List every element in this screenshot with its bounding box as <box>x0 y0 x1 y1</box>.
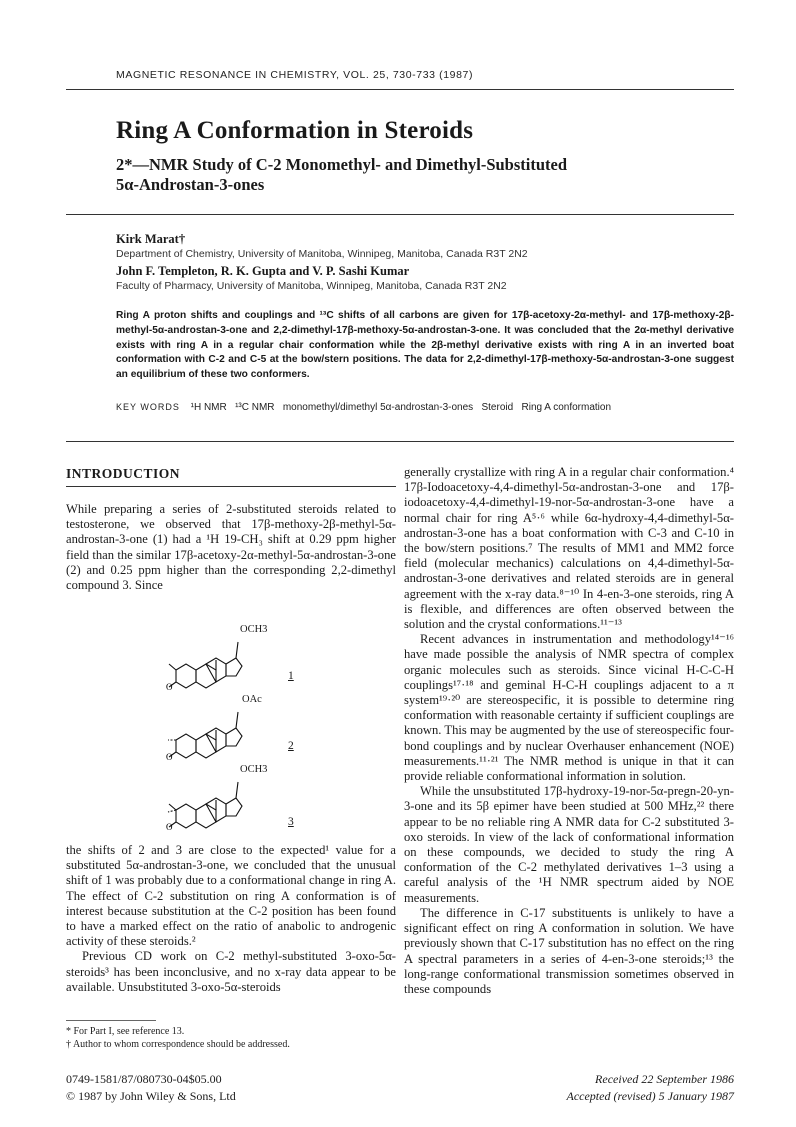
paper-title: Ring A Conformation in Steroids <box>116 117 474 144</box>
subtitle-line-2: 5α-Androstan-3-ones <box>116 175 265 194</box>
keywords <box>116 402 611 413</box>
oxo-label-2: O <box>166 752 173 760</box>
oxo-label-1: O <box>166 682 173 690</box>
accepted-date: Accepted (revised) 5 January 1987 <box>566 1089 734 1103</box>
header-rule <box>66 89 734 90</box>
received-date: Received 22 September 1986 <box>595 1072 734 1086</box>
left-column-bottom <box>66 843 396 995</box>
author-1-name: Kirk Marat† <box>116 232 186 246</box>
section-heading-introduction: INTRODUCTION <box>66 466 181 481</box>
section-rule <box>66 486 396 487</box>
steroid-structure-3-drawing <box>166 764 296 830</box>
steroid-structure-1-drawing <box>166 624 296 690</box>
intro-paragraph-1: While preparing a series of 2-substituted steroids related to testosterone, we observed that 17β-methoxy-2β-methyl-5α-androstan-3-one (1) had a ¹H 19-CH₃ shift at 0.29 ppm higher field than the similar 17β-acetoxy-2α-methyl-5α-androstan-3-one (2) and 0.25 ppm higher than the corresponding 2,2-dimethyl compound 3. Since <box>66 502 396 593</box>
journal-header: MAGNETIC RESONANCE IN CHEMISTRY, VOL. 25, 730-733 (1987) <box>116 69 474 81</box>
abstract: Ring A proton shifts and couplings and ¹³C shifts of all carbons are given for 17β-acetoxy-2α-methyl- and 17β-methoxy-2β-methyl-5α-androstan-3-one and 2,2-dimethyl-17β-methoxy-5α-androstan-3-one. It was concluded that the 2α-methyl derivative exists with ring A in a regular chair conformation while the 2β-methyl derivative exists with ring A in an inverted boat conformation with C-2 and C-5 at the bow/stern positions. The data for 2,2-dimethyl-17β-methoxy-5α-androstan-3-one suggest an equilibrium of these two conformers. <box>116 310 734 381</box>
author-2-affiliation: Faculty of Pharmacy, University of Manitoba, Winnipeg, Manitoba, Canada R3T 2N2 <box>116 280 507 292</box>
compound-number-1: 1 <box>288 670 294 682</box>
author-1-affiliation: Department of Chemistry, University of Manitoba, Winnipeg, Manitoba, Canada R3T 2N2 <box>116 248 528 260</box>
footnote-rule <box>66 1020 156 1021</box>
substituent-label-1: OCH3 <box>240 624 268 635</box>
intro-paragraph-2: the shifts of 2 and 3 are close to the expected¹ value for a substituted 5α-androstan-3-one, we concluded that the unusual shift of 1 was probably due to a conformational change in ring A. The effect of C-2 substitution on ring A conformation is of interest because substitution at the C-2 position has been found to have a marked effect on the ratio of anabolic to androgenic activity of these steroids.² <box>66 843 396 949</box>
right-column <box>404 465 734 997</box>
keywords-text: ¹H NMR ¹³C NMR monomethyl/dimethyl 5α-androstan-3-ones Steroid Ring A conformation <box>190 402 612 413</box>
compound-number-3: 3 <box>288 816 294 828</box>
left-column-top <box>66 502 396 593</box>
intro-paragraph-6: While the unsubstituted 17β-hydroxy-19-nor-5α-pregn-20-yn-3-one and its 5β epimer have been studied at 500 MHz,²² there appear to be no reliable ring A NMR data for C-2 substituted 3-oxo steroids. In view of the lack of conformational information on these compounds, we decided to study the ring A conformation of the C-2 methylated derivatives 1–3 using a careful analysis of the ¹H NMR spectrum aided by NOE measurements. <box>404 784 734 905</box>
title-rule <box>66 214 734 215</box>
substituent-label-2: OAc <box>242 694 262 705</box>
intro-paragraph-7: The difference in C-17 substituents is unlikely to have a significant effect on ring A conformation in solution. We have previously shown that C-17 substitution has no effect on the ring A spectral parameters in a series of 4-en-3-one steroids;¹³ the long-range conformational transmission sometimes observed in these compounds <box>404 905 734 996</box>
keywords-label: KEY WORDS <box>116 402 180 412</box>
footnote-2: † Author to whom correspondence should be addressed. <box>66 1039 290 1050</box>
footer-code: 0749-1581/87/080730-04$05.00 <box>66 1072 222 1086</box>
steroid-structure-2-drawing <box>166 694 296 760</box>
intro-paragraph-4: generally crystallize with ring A in a regular chair conformation.⁴ 17β-Iodoacetoxy-4,4-dimethyl-5α-androstan-3-one and 17β-iodoacetoxy-4,4-dimethyl-19-nor-5α-androstan-3-one have a normal chair for ring A⁵·⁶ while 6α-hydroxy-4,4-dimethyl-5α-androstan-3-one has a boat conformation with C-3 and C-10 in the bow/stern positions.⁷ The results of MM1 and MM2 force field (molecular mechanics) calculations on 4,4-dimethyl-5α-androstan-3-one derivatives and related steroids are in general agreement with the x-ray data.⁸⁻¹⁰ In 4-en-3-one steroids, ring A is flexible, and differences are often observed between the solution and the crystal conformations.¹¹⁻¹³ <box>404 465 734 632</box>
substituent-label-3: OCH3 <box>240 764 268 775</box>
footer-copyright: © 1987 by John Wiley & Sons, Ltd <box>66 1089 236 1103</box>
footnote-1: * For Part I, see reference 13. <box>66 1026 185 1037</box>
abstract-rule <box>66 441 734 442</box>
compound-number-2: 2 <box>288 740 294 752</box>
intro-paragraph-5: Recent advances in instrumentation and methodology¹⁴⁻¹⁶ have made possible the analysis of NMR spectra of complex organic molecules such as steroids. Since vicinal H-C-C-H couplings¹⁷·¹⁸ and geminal H-C-H couplings adjacent to a π system¹⁹·²⁰ are stereospecific, it is possible to determine ring conformation with reasonable certainty if sufficient couplings are known. This may be augmented by the use of stereospecific four-bond couplings and by nuclear Overhauser enhancement (NOE) measurements.¹¹·²¹ The NMR method is unique in that it can provide reliable conformational information in solution. <box>404 632 734 784</box>
oxo-label-3: O <box>166 822 173 830</box>
paper-subtitle <box>116 155 736 195</box>
author-2-name: John F. Templeton, R. K. Gupta and V. P. Sashi Kumar <box>116 264 410 278</box>
subtitle-line-1: 2*—NMR Study of C-2 Monomethyl- and Dimethyl-Substituted <box>116 155 568 174</box>
intro-paragraph-3: Previous CD work on C-2 methyl-substituted 3-oxo-5α-steroids³ has been inconclusive, and no x-ray data appear to be available. Unsubstituted 3-oxo-5α-steroids <box>66 949 396 994</box>
